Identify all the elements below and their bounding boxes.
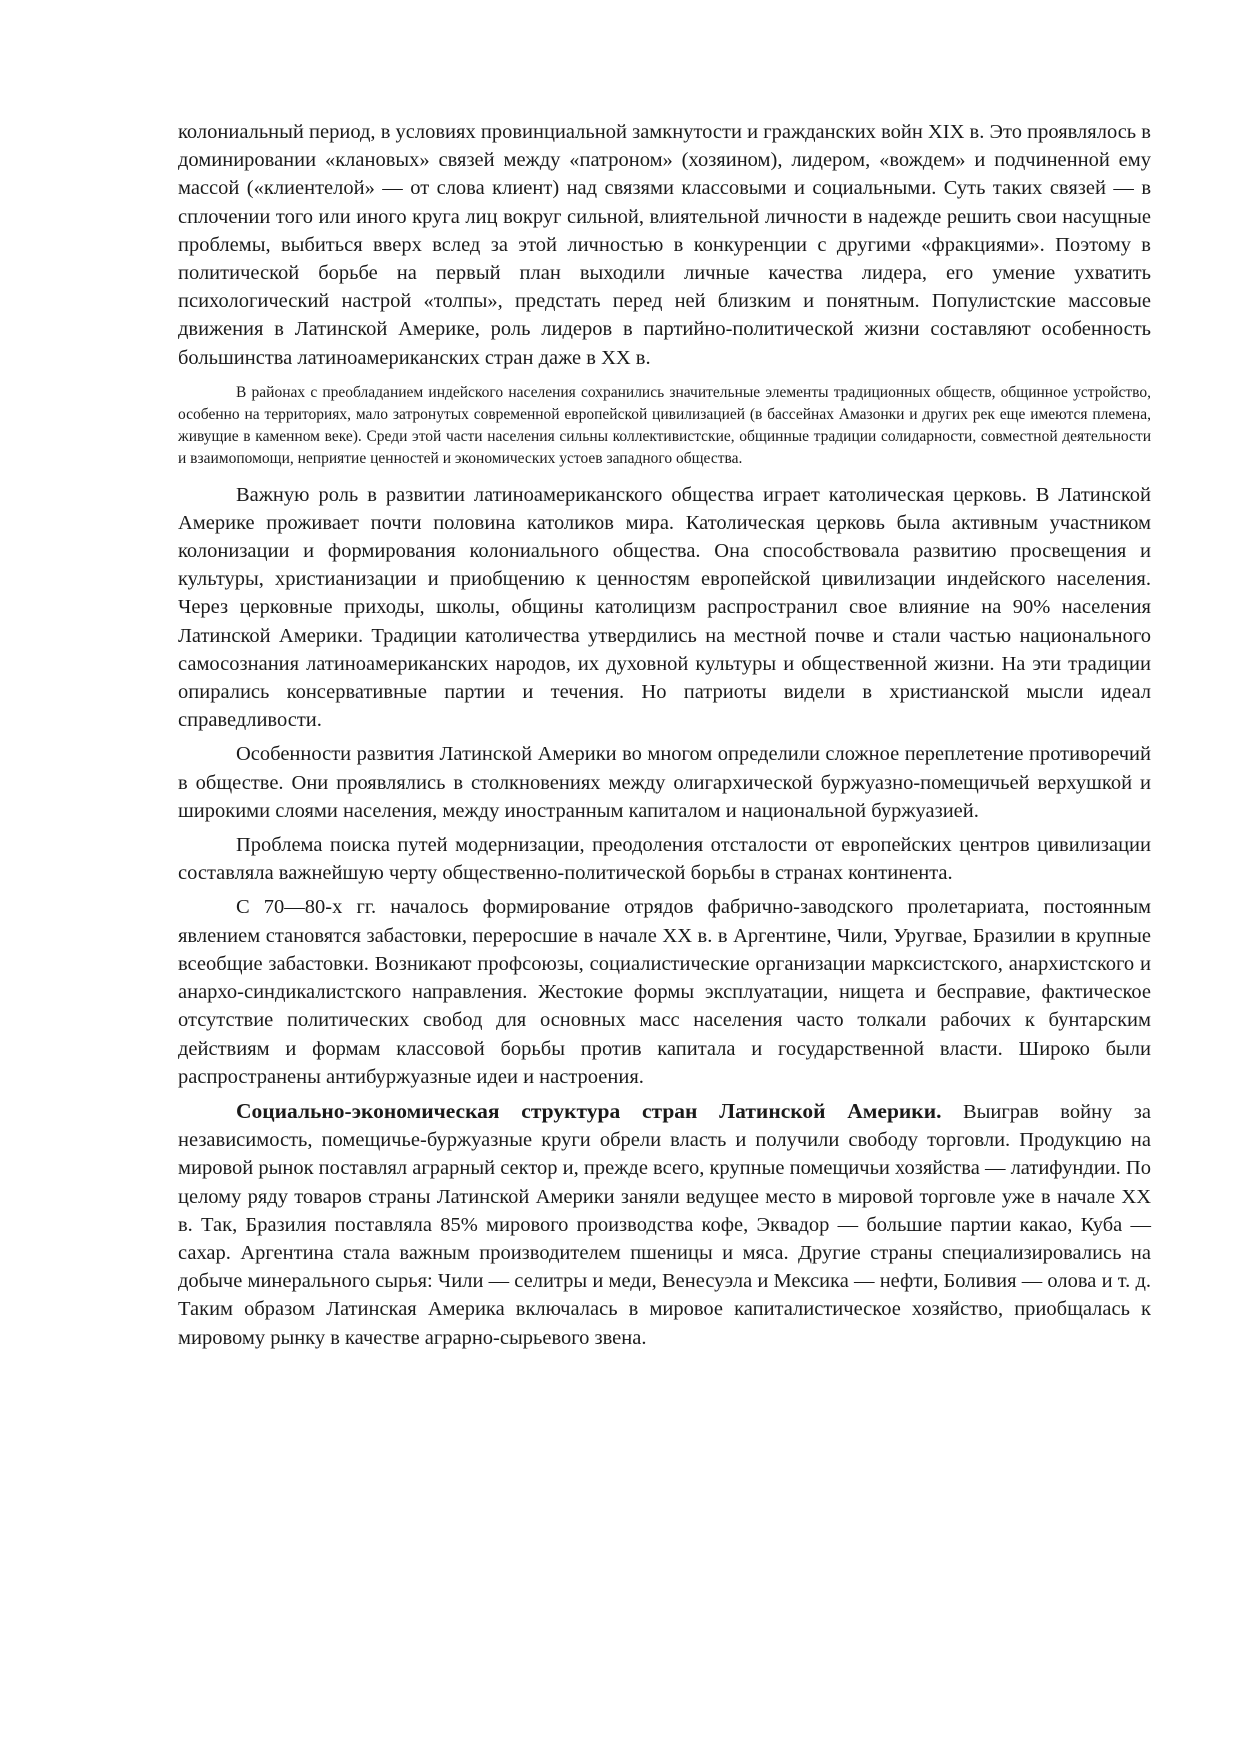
paragraph-socioeconomic bbox=[178, 1097, 1151, 1352]
paragraph-continuation: колониальный период, в условиях провинциальной замкнутости и гражданских войн XIX в. Это проявлялось в доминировании «клановых» связей между «патроном» (хозяином), лидером, «вождем» и подчиненной ему массой («клиентелой» — от слова клиент) над связями классовыми и социальными. Суть таких связей — в сплочении того или иного круга лиц вокруг сильной, влиятельной личности в надежде решить свои насущные проблемы, выбиться вверх вслед за этой личностью в конкуренции с другими «фракциями». Поэтому в политической борьбе на первый план выходили личные качества лидера, его умение ухватить психологический настрой «толпы», предстать перед ней близким и понятным. Популистские массовые движения в Латинской Америке, роль лидеров в партийно-политической жизни составляют особенность большинства латиноамериканских стран даже в XX в. bbox=[178, 121, 1151, 369]
paragraph-small-print: В районах с преобладанием индейского населения сохранились значительные элементы традиционных обществ, общинное устройство, особенно на территориях, мало затронутых современной европейской цивилизацией (в бассейнах Амазонки и других рек еще имеются племена, живущие в каменном веке). Среди этой части населения сильны коллективистские, общинные традиции солидарности, совместной деятельности и взаимопомощи, неприятие ценностей и экономических устоев западного общества. bbox=[178, 383, 1151, 468]
paragraph-proletariat: С 70—80-х гг. началось формирование отрядов фабрично-заводского пролетариата, постоянным явлением становятся забастовки, переросшие в начале XX в. в Аргентине, Чили, Уругвае, Бразилии в крупные всеобщие забастовки. Возникают профсоюзы, социалистические организации марксистского, анархистского и анархо-синдикалистского направления. Жестокие формы эксплуатации, нищета и бесправие, фактическое отсутствие политических свобод для основных масс населения часто толкали рабочих к бунтарским действиям и формам классовой борьбы против капитала и государственной власти. Широко были распространены антибуржуазные идеи и настроения. bbox=[178, 896, 1151, 1088]
paragraph-modernization: Проблема поиска путей модернизации, преодоления отсталости от европейских центров цивилизации составляла важнейшую черту общественно-политической борьбы в странах континента. bbox=[178, 834, 1151, 885]
paragraph-catholic-church: Важную роль в развитии латиноамериканского общества играет католическая церковь. В Латинской Америке проживает почти половина католиков мира. Католическая церковь была активным участником колонизации и формирования колониального общества. Она способствовала развитию просвещения и культуры, христианизации и приобщению к ценностям европейской цивилизации индейского населения. Через церковные приходы, школы, общины католицизм распространил свое влияние на 90% населения Латинской Америки. Традиции католичества утвердились на местной почве и стали частью национального самосознания латиноамериканских народов, их духовной культуры и общественной жизни. На эти традиции опирались консервативные партии и течения. Но патриоты видели в христианской мысли идеал справедливости. bbox=[178, 483, 1151, 732]
paragraph-contradictions: Особенности развития Латинской Америки во многом определили сложное переплетение противоречий в обществе. Они проявлялись в столкновениях между олигархической буржуазно-помещичьей верхушкой и широкими слоями населения, между иностранным капиталом и национальной буржуазией. bbox=[178, 743, 1151, 822]
section-heading: Социально-экономическая структура стран Латинской Америки. bbox=[236, 1098, 942, 1123]
section-body-text: Выиграв войну за независимость, помещичье-буржуазные круги обрели власть и получили свободу торговли. Продукцию на мировой рынок поставлял аграрный сектор и, прежде всего, крупные помещичьи хозяйства — латифундии. По целому ряду товаров страны Латинской Америки заняли ведущее место в мировой торговле уже в начале XX в. Так, Бразилия поставляла 85% мирового производства кофе, Эквадор — большие партии какао, Куба — сахар. Аргентина стала важным производителем пшеницы и мяса. Другие страны специализировались на добыче минерального сырья: Чили — селитры и меди, Венесуэла и Мексика — нефти, Боливия — олова и т. д. Таким образом Латинская Америка включалась в мировое капиталистическое хозяйство, приобщалась к мировому рынку в качестве аграрно-сырьевого звена. bbox=[178, 1100, 1151, 1349]
